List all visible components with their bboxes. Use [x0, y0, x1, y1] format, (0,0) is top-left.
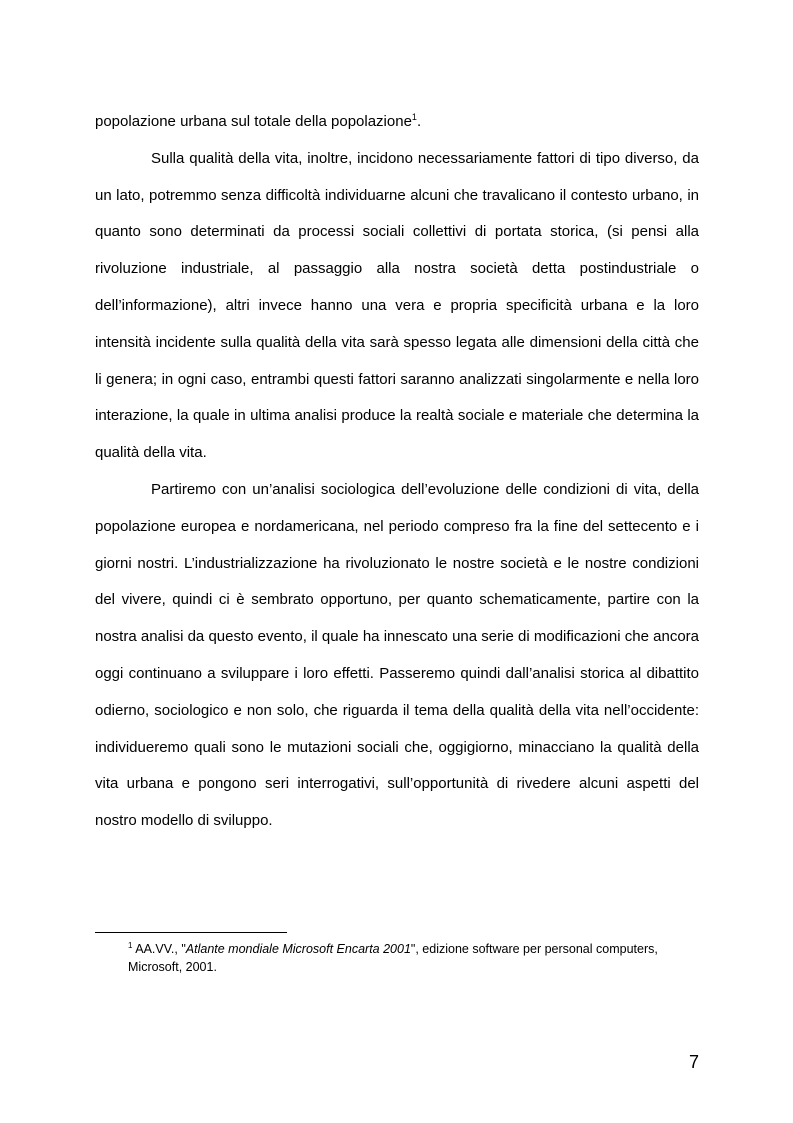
footnote-post: ", edizione software per personal computers, Microsoft, 2001.	[128, 942, 658, 974]
paragraph-3: Partiremo con un’analisi sociologica dell’evoluzione delle condizioni di vita, della popolazione europea e nordamericana, nel periodo compreso fra la fine del settecento e i giorni nostri. L’industrializzazione ha rivoluzionato le nostre società e le nostre condizioni del vivere, quindi ci è sembrato opportuno, per quanto schematicamente, partire con la nostra analisi da questo evento, il quale ha innescato una serie di modificazioni che ancora oggi continuano a sviluppare i loro effetti. Passeremo quindi dall’analisi storica al dibattito odierno, sociologico e non solo, che riguarda il tema della qualità della vita nell’occidente: individueremo quali sono le mutazioni sociali che, oggigiorno, minacciano la qualità della vita urbana e pongono seri interrogativi, sull’opportunità di rivedere alcuni aspetti del nostro modello di sviluppo.	[95, 480, 699, 830]
paragraph-1	[95, 104, 699, 141]
footnote	[128, 940, 699, 976]
footnote-separator	[95, 932, 287, 933]
page-number: 7	[688, 1052, 699, 1072]
footnote-pre: AA.VV., "	[132, 942, 186, 956]
footnote-reference[interactable]: 1	[411, 112, 417, 122]
paragraph-1-end: .	[416, 113, 422, 130]
paragraph-1-text: popolazione urbana sul totale della popolazione	[95, 113, 412, 130]
paragraph-2: Sulla qualità della vita, inoltre, incidono necessariamente fattori di tipo diverso, da un lato, potremmo senza difficoltà individuarne alcuni che travalicano il contesto urbano, in quanto sono determinati da processi sociali collettivi di portata storica, (si pensi alla rivoluzione industriale, al passaggio alla nostra società detta postindustriale o dell’informazione), altri invece hanno una vera e propria specificità urbana e la loro intensità incidente sulla qualità della vita sarà spesso legata alle dimensioni della città che li genera; in ogni caso, entrambi questi fattori saranno analizzati singolarmente e nella loro interazione, la quale in ultima analisi produce la realtà sociale e materiale che determina la qualità della vita.	[95, 149, 699, 462]
footnote-number: 1	[128, 940, 133, 950]
footnote-title: Atlante mondiale Microsoft Encarta 2001	[185, 942, 411, 956]
main-text	[95, 104, 699, 840]
